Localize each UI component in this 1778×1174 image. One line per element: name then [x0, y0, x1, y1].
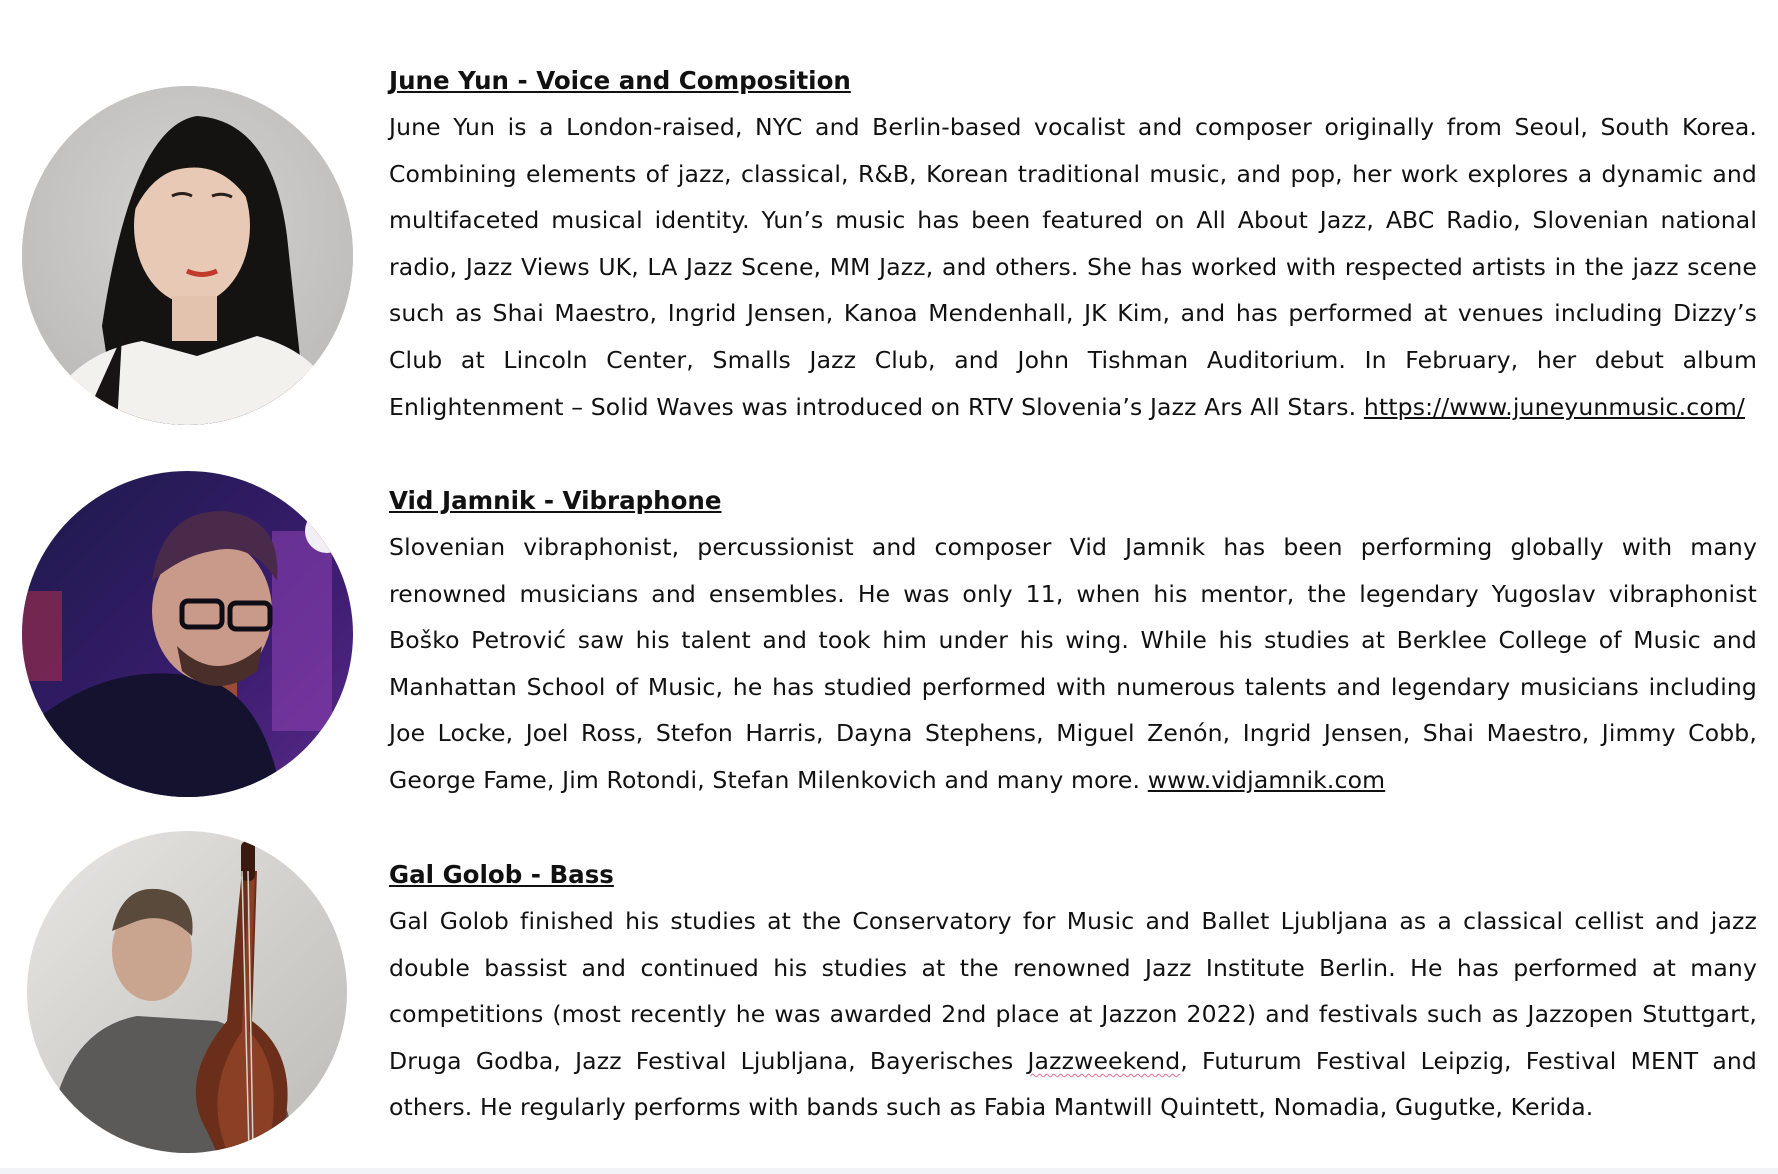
gal-golob-bio-text-before: Gal Golob finished his studies at the Conservatory for Music and Ballet Ljubljana as a classical cellist and jazz double bassist and continued his studies at the renowned Jazz Institute Berlin. He has performed at many competitions (most recently he was awarded 2nd place at Jazzon 2022) and festivals such as Jazzopen Stuttgart, Druga Godba, Jazz Festival Ljubljana, Bayerisches [389, 907, 1757, 1075]
june-yun-photo [22, 86, 353, 425]
june-yun-bio-paragraph [389, 104, 1757, 430]
vid-jamnik-bio-text: Slovenian vibraphonist, percussionist and composer Vid Jamnik has been performing globally with many renowned musicians and ensembles. He was only 11, when his mentor, the legendary Yugoslav vibraphonist Boško Petrović saw his talent and took him under his wing. While his studies at Berklee College of Music and Manhattan School of Music, he has studied performed with numerous talents and legendary musicians including Joe Locke, Joel Ross, Stefon Harris, Dayna Stephens, Miguel Zenón, Ingrid Jensen, Shai Maestro, Jimmy Cobb, George Fame, Jim Rotondi, Stefan Milenkovich and many more. [389, 533, 1757, 794]
june-yun-website-link[interactable]: https://www.juneyunmusic.com/ [1363, 392, 1745, 421]
bottom-border [0, 1168, 1778, 1174]
vid-jamnik-bio-paragraph [389, 524, 1757, 804]
june-yun-heading: June Yun - Voice and Composition [389, 66, 851, 95]
june-yun-bio-text: June Yun is a London-raised, NYC and Berlin-based vocalist and composer originally from Seoul, South Korea. Combining elements of jazz, classical, R&B, Korean traditional music, and pop, her work explores a dynamic and multifaceted musical identity. Yun’s music has been featured on All About Jazz, ABC Radio, Slovenian national radio, Jazz Views UK, LA Jazz Scene, MM Jazz, and others. She has worked with respected artists in the jazz scene such as Shai Maestro, Ingrid Jensen, Kanoa Mendenhall, JK Kim, and has performed at venues including Dizzy’s Club at Lincoln Center, Smalls Jazz Club, and John Tishman Auditorium. In February, her debut album Enlightenment – Solid Waves was introduced on RTV Slovenia’s Jazz Ars All Stars. [389, 113, 1757, 421]
gal-golob-heading: Gal Golob - Bass [389, 860, 614, 889]
gal-golob-photo [27, 831, 347, 1153]
gal-golob-text-block [389, 860, 1757, 1131]
gal-golob-bio-text-after: , Futurum Festival Leipzig, Festival MENT and others. He regularly performs with bands such as Fabia Mantwill Quintett, Nomadia, Gugutke, Kerida. [389, 1046, 1758, 1122]
vid-jamnik-heading: Vid Jamnik - Vibraphone [389, 486, 722, 515]
vid-jamnik-text-block [389, 486, 1757, 804]
gal-golob-flagged-word: Jazzweekend [1027, 1046, 1181, 1075]
vid-jamnik-photo [22, 471, 353, 797]
gal-golob-bio-paragraph [389, 898, 1757, 1131]
vid-jamnik-website-link[interactable]: www.vidjamnik.com [1147, 765, 1386, 794]
june-yun-text-block [389, 66, 1757, 430]
